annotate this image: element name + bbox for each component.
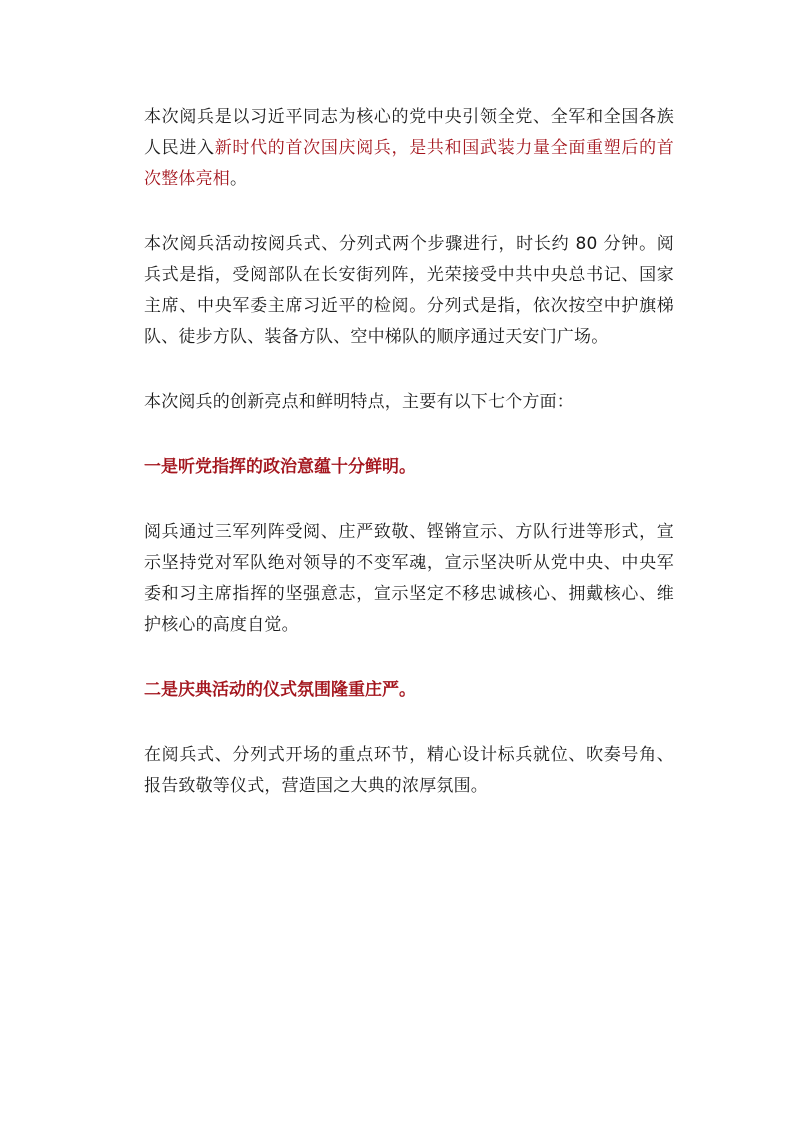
paragraph-features-intro: 本次阅兵的创新亮点和鲜明特点，主要有以下七个方面： <box>144 392 574 412</box>
intro-end: 。 <box>230 169 248 189</box>
intro-highlight: 新时代的首次国庆阅兵，是共和国武装力量全面重塑后的首次整体亮相 <box>144 138 674 189</box>
paragraph-process: 本次阅兵活动按阅兵式、分列式两个步骤进行，时长约 80 分钟。阅兵式是指，受阅部队在长安街列阵，光荣接受中共中央总书记、国家主席、中央军委主席习近平的检阅。分列式是指，依次按空中护旗梯队、徒步方队、装备方队、空中梯队的顺序通过天安门广场。 <box>144 234 674 347</box>
paragraph-intro <box>144 102 674 195</box>
paragraph-section-1: 阅兵通过三军列阵受阅、庄严致敬、铿锵宣示、方队行进等形式，宣示坚持党对军队绝对领导的不变军魂，宣示坚决听从党中央、中央军委和习主席指挥的坚强意志，宣示坚定不移忠诚核心、拥戴核心、维护核心的高度自觉。 <box>144 522 674 635</box>
section-heading-1: 一是听党指挥的政治意蕴十分鲜明。 <box>144 457 416 477</box>
intro-text: 本次阅兵是以习近平同志为核心的党中央引领全党、全军和全国各族人民进入 <box>144 107 674 158</box>
document-body <box>144 102 674 836</box>
paragraph-section-2: 在阅兵式、分列式开场的重点环节，精心设计标兵就位、吹奏号角、报告致敬等仪式，营造国之大典的浓厚氛围。 <box>144 745 674 796</box>
section-heading-2: 二是庆典活动的仪式氛围隆重庄严。 <box>144 680 416 700</box>
